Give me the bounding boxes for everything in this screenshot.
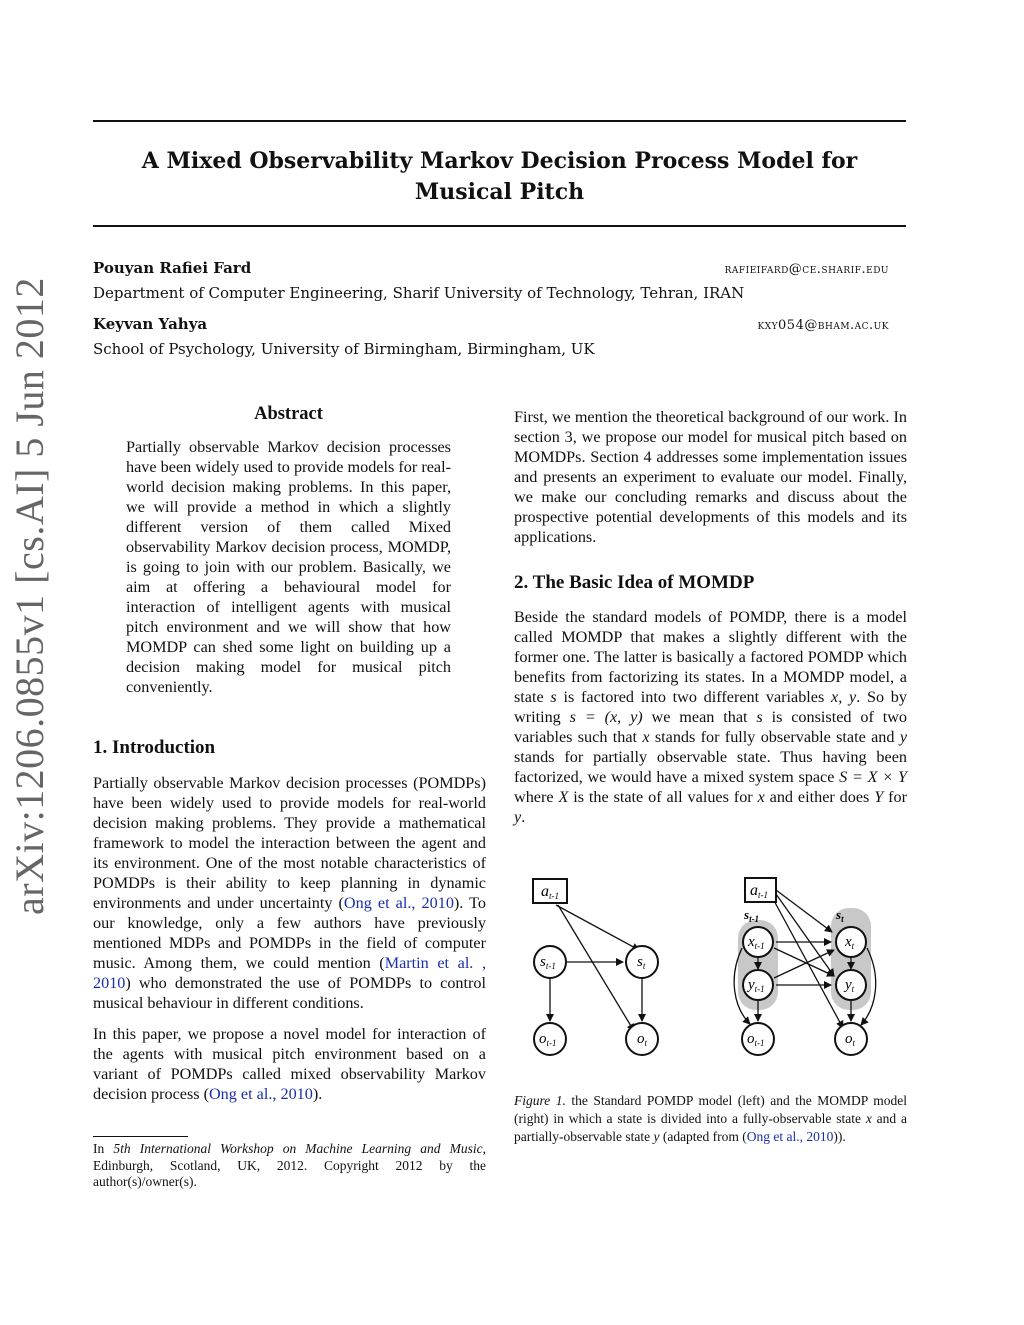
intro-body: [93, 773, 486, 1104]
figure-1-caption: Figure 1. the Standard POMDP model (left) and the MOMDP model (right) in which a state is divided into a fully-observable state x and a partially-observable state y (adapted from (Ong et al., 2010)).: [514, 1093, 908, 1144]
abstract-text: Partially observable Markov decision processes have been widely used to provide models for real-world decision making problems. In this paper, we will provide a method in which a slightly different version of them called Mixed observability Markov decision process, MOMDP, is going to join with our problem. Basically, we aim at offering a behavioural model for interaction of intelligent agents with musical pitch environment and we will show that how MOMDP can shed some light on building up a decision making model for musical pitch conveniently.: [126, 438, 451, 696]
label-a-prev: at-1: [541, 883, 559, 901]
title-top-rule: [93, 120, 906, 122]
edge-a-to-o: [558, 905, 634, 1031]
footnote: In 5th International Workshop on Machine Learning and Music, Edinburgh, Scotland, UK, 2012. Copyright 2012 by the author(s)/owner(s).: [93, 1141, 486, 1189]
figure-1-diagram: [514, 868, 907, 1068]
edge-a-to-s: [556, 905, 639, 950]
caption-citation[interactable]: Ong et al., 2010: [746, 1129, 834, 1144]
label-s-group-prev: $s_{t-1}$: [744, 907, 760, 924]
section-2-heading: 2. The Basic Idea of MOMDP: [514, 572, 755, 593]
label-o-curr-right: $o_t$: [845, 1031, 856, 1048]
intro-paragraph-1: Partially observable Markov decision processes (POMDPs) have been widely used to provide models for real-world decision making problems. They provide a mathematical framework to model the interaction between the agent and its environment. One of the most notable characteristics of POMDPs is their ability to keep planning in dynamic environments and under uncertainty (Ong et al., 2010). To our knowledge, only a few authors have previously mentioned MDPs and POMDPs in the field of computer music. Among them, we could mention (Martin et al. , 2010) who demonstrated the use of POMDPs to control musical behaviour in different conditions.: [93, 774, 487, 1012]
section-2-body: [514, 607, 907, 827]
label-x-prev: $x_{t-1}$: [748, 934, 765, 951]
author-2-affiliation: School of Psychology, University of Birmingham, Birmingham, UK: [93, 340, 595, 358]
author-1-name: Pouyan Rafiei Fard: [93, 259, 252, 277]
citation-martin-2010[interactable]: Martin et al. , 2010: [93, 954, 487, 992]
intro-heading: 1. Introduction: [93, 737, 216, 758]
label-o-prev-right: $o_{t-1}$: [747, 1031, 765, 1048]
label-s-curr: $s_t$: [637, 954, 646, 971]
label-o-prev: $o_{t-1}$: [539, 1031, 557, 1048]
edge-x-to-y: [774, 948, 834, 976]
edge-a-to-x: [776, 890, 832, 932]
citation-ong-2010[interactable]: Ong et al., 2010: [343, 894, 454, 912]
label-x-curr: $x_t$: [845, 934, 855, 951]
intro-paragraph-2: In this paper, we propose a novel model for interaction of the agents with musical pitch environment based on a variant of POMDPs called mixed observability Markov decision process (Ong et al., 2010).: [93, 1025, 486, 1103]
citation-ong-2010-b[interactable]: Ong et al., 2010: [208, 1085, 313, 1103]
footnote-rule: [93, 1136, 188, 1137]
author-1-affiliation: Department of Computer Engineering, Sharif University of Technology, Tehran, IRAN: [93, 284, 745, 302]
author-2-name: Keyvan Yahya: [93, 315, 208, 333]
label-a-prev-right: at-1: [750, 882, 768, 900]
author-1-email[interactable]: rafieifard@ce.sharif.edu: [724, 262, 889, 277]
pomdp-diagram: [533, 879, 658, 1055]
label-o-curr: $o_t$: [637, 1031, 648, 1048]
right-intro-paragraph: First, we mention the theoretical background of our work. In section 3, we propose our model for musical pitch based on MOMDPs. Section 4 addresses some implementation issues and presents an experiment to evaluate our model. Finally, we make our concluding remarks and discuss about the prospective potential developments of this models and its applications.: [514, 408, 907, 546]
label-s-prev: $s_{t-1}$: [540, 954, 556, 971]
abstract-heading: Abstract: [254, 404, 323, 424]
label-y-prev: $y_{t-1}$: [748, 977, 765, 994]
title-bottom-rule: [93, 225, 906, 227]
label-s-group-curr: $s_t$: [836, 907, 844, 924]
right-intro-body: [514, 407, 907, 547]
section-2-paragraph: Beside the standard models of POMDP, there is a model called MOMDP that makes a slightly different with the former one. The latter is basically a factored POMDP which benefits from factorizing its states. In a MOMDP model, a state s is factored into two different variables x, y. So by writing s = (x, y) we mean that s is consisted of two variables such that x stands for fully observable state and y stands for partially observable state. Thus having been factorized, we would have a mixed system space S = X × Y where X is the state of all values for x and either does Y for y.: [514, 608, 908, 826]
caption-label: Figure 1.: [514, 1093, 566, 1108]
title-line-2: Musical Pitch: [414, 179, 585, 205]
title-line-1: A Mixed Observability Markov Decision Process Model for: [141, 148, 858, 174]
abstract-body: [126, 437, 451, 697]
momdp-diagram: [734, 878, 876, 1055]
arxiv-stamp: arXiv:1206.0855v1 [cs.AI] 5 Jun 2012: [7, 277, 52, 915]
label-y-curr: $y_t$: [845, 977, 855, 994]
paper-title: [93, 146, 906, 208]
author-2-email[interactable]: kxy054@bham.ac.uk: [757, 318, 889, 333]
